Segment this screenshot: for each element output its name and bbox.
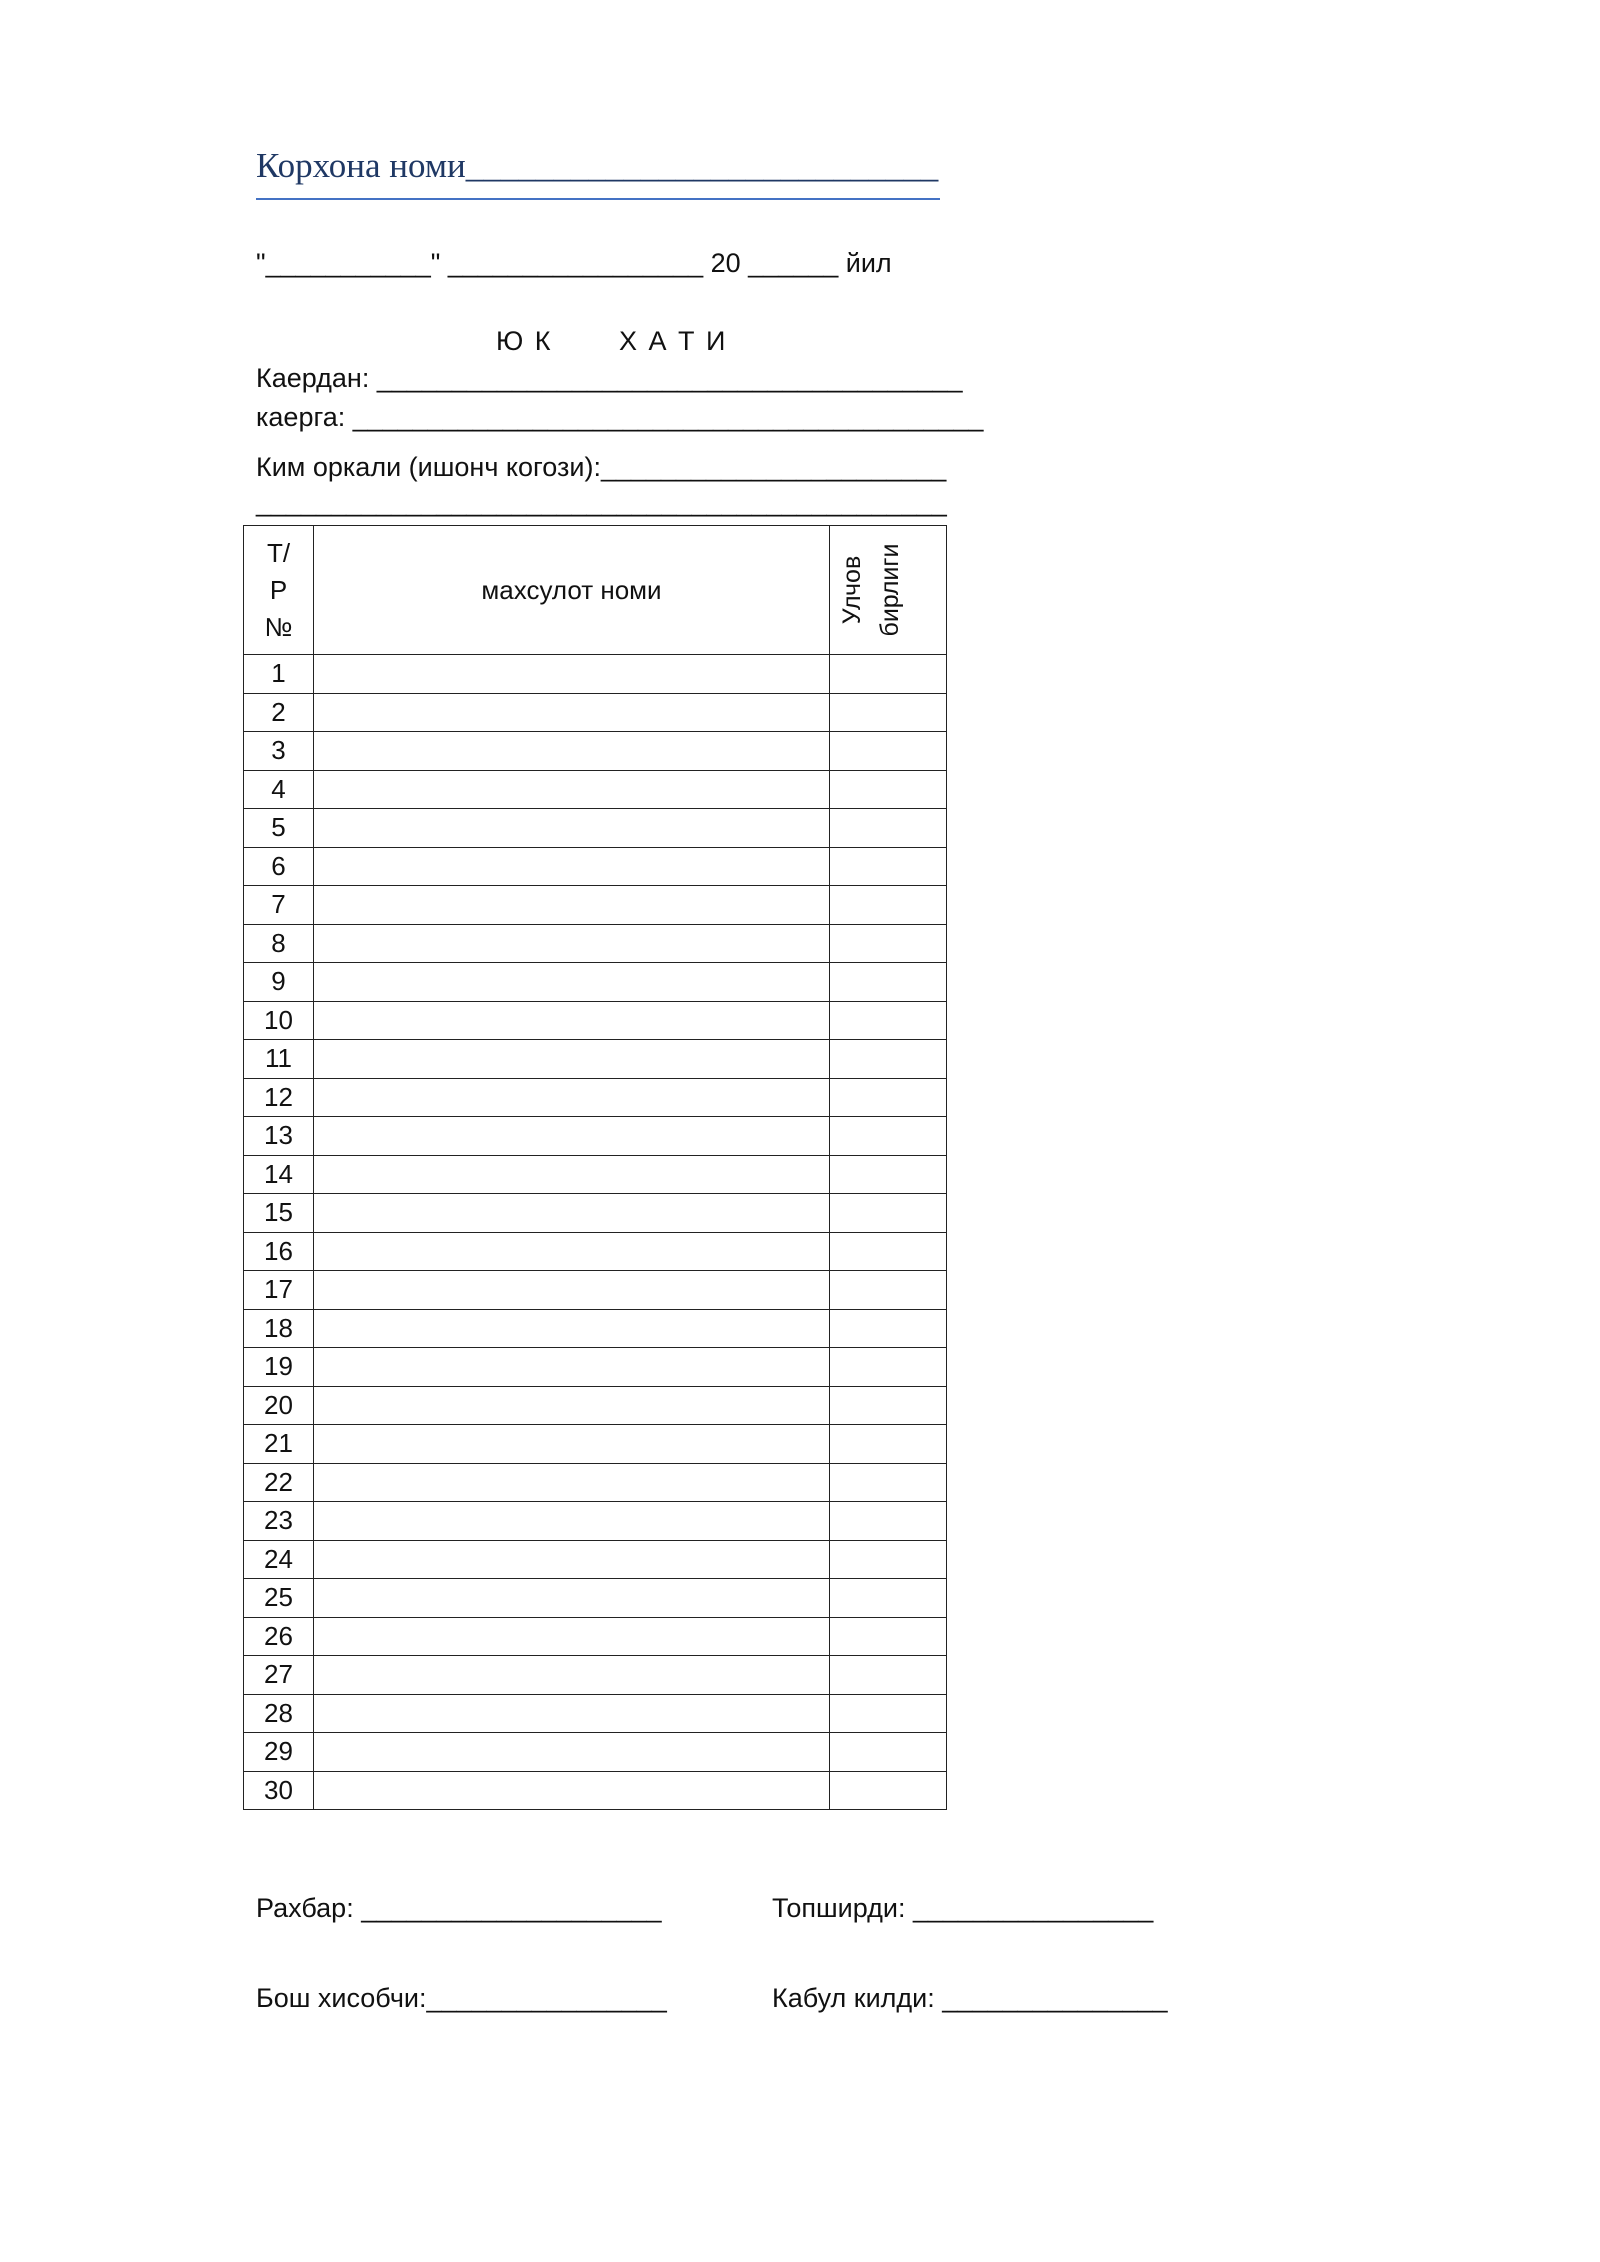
unit-cell[interactable] — [830, 1540, 947, 1579]
unit-cell[interactable] — [830, 1502, 947, 1541]
signature-received: Кабул килди: _______________ — [772, 1983, 1168, 2013]
to-field: каерга: __________________________________________ — [256, 402, 984, 432]
table-row — [244, 924, 947, 963]
row-number-cell: 29 — [244, 1733, 314, 1772]
row-number-cell: 24 — [244, 1540, 314, 1579]
signature-handed-over: Топширди: ________________ — [772, 1893, 1154, 1923]
date-line: "___________" _________________ 20 ______ йил — [256, 248, 892, 278]
product-name-cell[interactable] — [314, 1771, 830, 1810]
unit-cell[interactable] — [830, 1579, 947, 1618]
product-name-cell[interactable] — [314, 732, 830, 771]
row-number-cell: 7 — [244, 886, 314, 925]
product-name-cell[interactable] — [314, 1001, 830, 1040]
product-name-cell[interactable] — [314, 1733, 830, 1772]
row-number-cell: 11 — [244, 1040, 314, 1079]
table-row — [244, 1155, 947, 1194]
row-number-cell: 15 — [244, 1194, 314, 1233]
unit-cell[interactable] — [830, 1771, 947, 1810]
unit-cell[interactable] — [830, 809, 947, 848]
unit-cell[interactable] — [830, 732, 947, 771]
product-name-cell[interactable] — [314, 886, 830, 925]
row-number-cell: 6 — [244, 847, 314, 886]
table-row — [244, 963, 947, 1002]
row-number-cell: 25 — [244, 1579, 314, 1618]
table-row — [244, 732, 947, 771]
table-row — [244, 1232, 947, 1271]
table-row — [244, 1617, 947, 1656]
table-row — [244, 1271, 947, 1310]
product-name-cell[interactable] — [314, 1425, 830, 1464]
table-row — [244, 1579, 947, 1618]
row-number-cell: 16 — [244, 1232, 314, 1271]
unit-cell[interactable] — [830, 963, 947, 1002]
items-table — [243, 525, 947, 1810]
row-number-cell: 14 — [244, 1155, 314, 1194]
row-number-cell: 1 — [244, 655, 314, 694]
product-name-cell[interactable] — [314, 847, 830, 886]
table-row — [244, 809, 947, 848]
unit-cell[interactable] — [830, 1386, 947, 1425]
row-number-cell: 19 — [244, 1348, 314, 1387]
unit-cell[interactable] — [830, 1117, 947, 1156]
row-number-cell: 12 — [244, 1078, 314, 1117]
unit-cell[interactable] — [830, 1078, 947, 1117]
signature-head: Рахбар: ____________________ — [256, 1893, 662, 1923]
signature-chief-accountant: Бош хисобчи:________________ — [256, 1983, 667, 2013]
table-row — [244, 886, 947, 925]
unit-cell[interactable] — [830, 770, 947, 809]
product-name-cell[interactable] — [314, 924, 830, 963]
product-name-cell[interactable] — [314, 1309, 830, 1348]
product-name-cell[interactable] — [314, 1540, 830, 1579]
product-name-cell[interactable] — [314, 1579, 830, 1618]
table-row — [244, 1694, 947, 1733]
unit-cell[interactable] — [830, 1617, 947, 1656]
table-row — [244, 1194, 947, 1233]
product-name-cell[interactable] — [314, 1232, 830, 1271]
unit-cell[interactable] — [830, 1656, 947, 1695]
row-number-cell: 5 — [244, 809, 314, 848]
product-name-cell[interactable] — [314, 1194, 830, 1233]
number-header-line: Р — [269, 574, 288, 605]
product-name-cell[interactable] — [314, 693, 830, 732]
row-number-cell: 13 — [244, 1117, 314, 1156]
unit-cell[interactable] — [830, 886, 947, 925]
table-row — [244, 1656, 947, 1695]
product-name-cell[interactable] — [314, 1271, 830, 1310]
table-row — [244, 1386, 947, 1425]
product-name-cell[interactable] — [314, 963, 830, 1002]
company-name-label: Корхона номи___________________________ — [256, 146, 939, 185]
product-name-cell[interactable] — [314, 1078, 830, 1117]
unit-cell[interactable] — [830, 1348, 947, 1387]
product-name-cell[interactable] — [314, 1656, 830, 1695]
table-row — [244, 1502, 947, 1541]
unit-cell[interactable] — [830, 1309, 947, 1348]
table-row — [244, 1309, 947, 1348]
table-row — [244, 1425, 947, 1464]
product-name-cell[interactable] — [314, 1463, 830, 1502]
number-header-line: Т/ — [266, 537, 291, 568]
unit-column-header — [830, 526, 947, 655]
row-number-cell: 21 — [244, 1425, 314, 1464]
unit-cell[interactable] — [830, 655, 947, 694]
from-field: Каердан: _______________________________________ — [256, 363, 963, 393]
table-row — [244, 693, 947, 732]
unit-cell[interactable] — [830, 1694, 947, 1733]
unit-cell[interactable] — [830, 1463, 947, 1502]
product-name-cell[interactable] — [314, 770, 830, 809]
unit-cell[interactable] — [830, 1001, 947, 1040]
row-number-cell: 9 — [244, 963, 314, 1002]
product-name-cell[interactable] — [314, 1117, 830, 1156]
table-header-row — [244, 526, 947, 655]
row-number-cell: 2 — [244, 693, 314, 732]
table-row — [244, 1733, 947, 1772]
row-number-cell: 18 — [244, 1309, 314, 1348]
row-number-cell: 8 — [244, 924, 314, 963]
row-number-cell: 3 — [244, 732, 314, 771]
product-name-cell[interactable] — [314, 1694, 830, 1733]
unit-header-text: Улчов бирлиги — [838, 543, 904, 637]
product-name-cell[interactable] — [314, 1617, 830, 1656]
unit-cell[interactable] — [830, 1271, 947, 1310]
unit-cell[interactable] — [830, 1733, 947, 1772]
unit-cell[interactable] — [830, 847, 947, 886]
number-column-header — [244, 526, 314, 655]
product-name-cell[interactable] — [314, 1386, 830, 1425]
table-row — [244, 1001, 947, 1040]
unit-cell[interactable] — [830, 1425, 947, 1464]
product-name-cell[interactable] — [314, 655, 830, 694]
table-row — [244, 1078, 947, 1117]
table-row — [244, 1040, 947, 1079]
table-row — [244, 1771, 947, 1810]
product-name-cell[interactable] — [314, 809, 830, 848]
product-name-cell[interactable] — [314, 1502, 830, 1541]
table-row — [244, 847, 947, 886]
product-name-column-header: махсулот номи — [314, 526, 830, 655]
row-number-cell: 26 — [244, 1617, 314, 1656]
table-row — [244, 1117, 947, 1156]
row-number-cell: 10 — [244, 1001, 314, 1040]
unit-cell[interactable] — [830, 1155, 947, 1194]
unit-cell[interactable] — [830, 1040, 947, 1079]
through-field: Ким оркали (ишонч когози):_______________________ — [256, 452, 947, 482]
table-row — [244, 1540, 947, 1579]
table-row — [244, 1463, 947, 1502]
table-row — [244, 1348, 947, 1387]
unit-cell[interactable] — [830, 693, 947, 732]
row-number-cell: 22 — [244, 1463, 314, 1502]
document-title: Ю К Х А Т И — [496, 326, 728, 356]
row-number-cell: 28 — [244, 1694, 314, 1733]
extra-blank-line: ______________________________________________ — [256, 487, 947, 517]
row-number-cell: 4 — [244, 770, 314, 809]
unit-cell[interactable] — [830, 1232, 947, 1271]
number-header-line: № — [264, 611, 293, 642]
row-number-cell: 27 — [244, 1656, 314, 1695]
unit-cell[interactable] — [830, 924, 947, 963]
product-name-cell[interactable] — [314, 1155, 830, 1194]
product-name-cell[interactable] — [314, 1040, 830, 1079]
table-row — [244, 770, 947, 809]
table-row — [244, 655, 947, 694]
title-underline — [256, 198, 940, 200]
unit-cell[interactable] — [830, 1194, 947, 1233]
row-number-cell: 30 — [244, 1771, 314, 1810]
row-number-cell: 23 — [244, 1502, 314, 1541]
product-name-cell[interactable] — [314, 1348, 830, 1387]
row-number-cell: 20 — [244, 1386, 314, 1425]
row-number-cell: 17 — [244, 1271, 314, 1310]
